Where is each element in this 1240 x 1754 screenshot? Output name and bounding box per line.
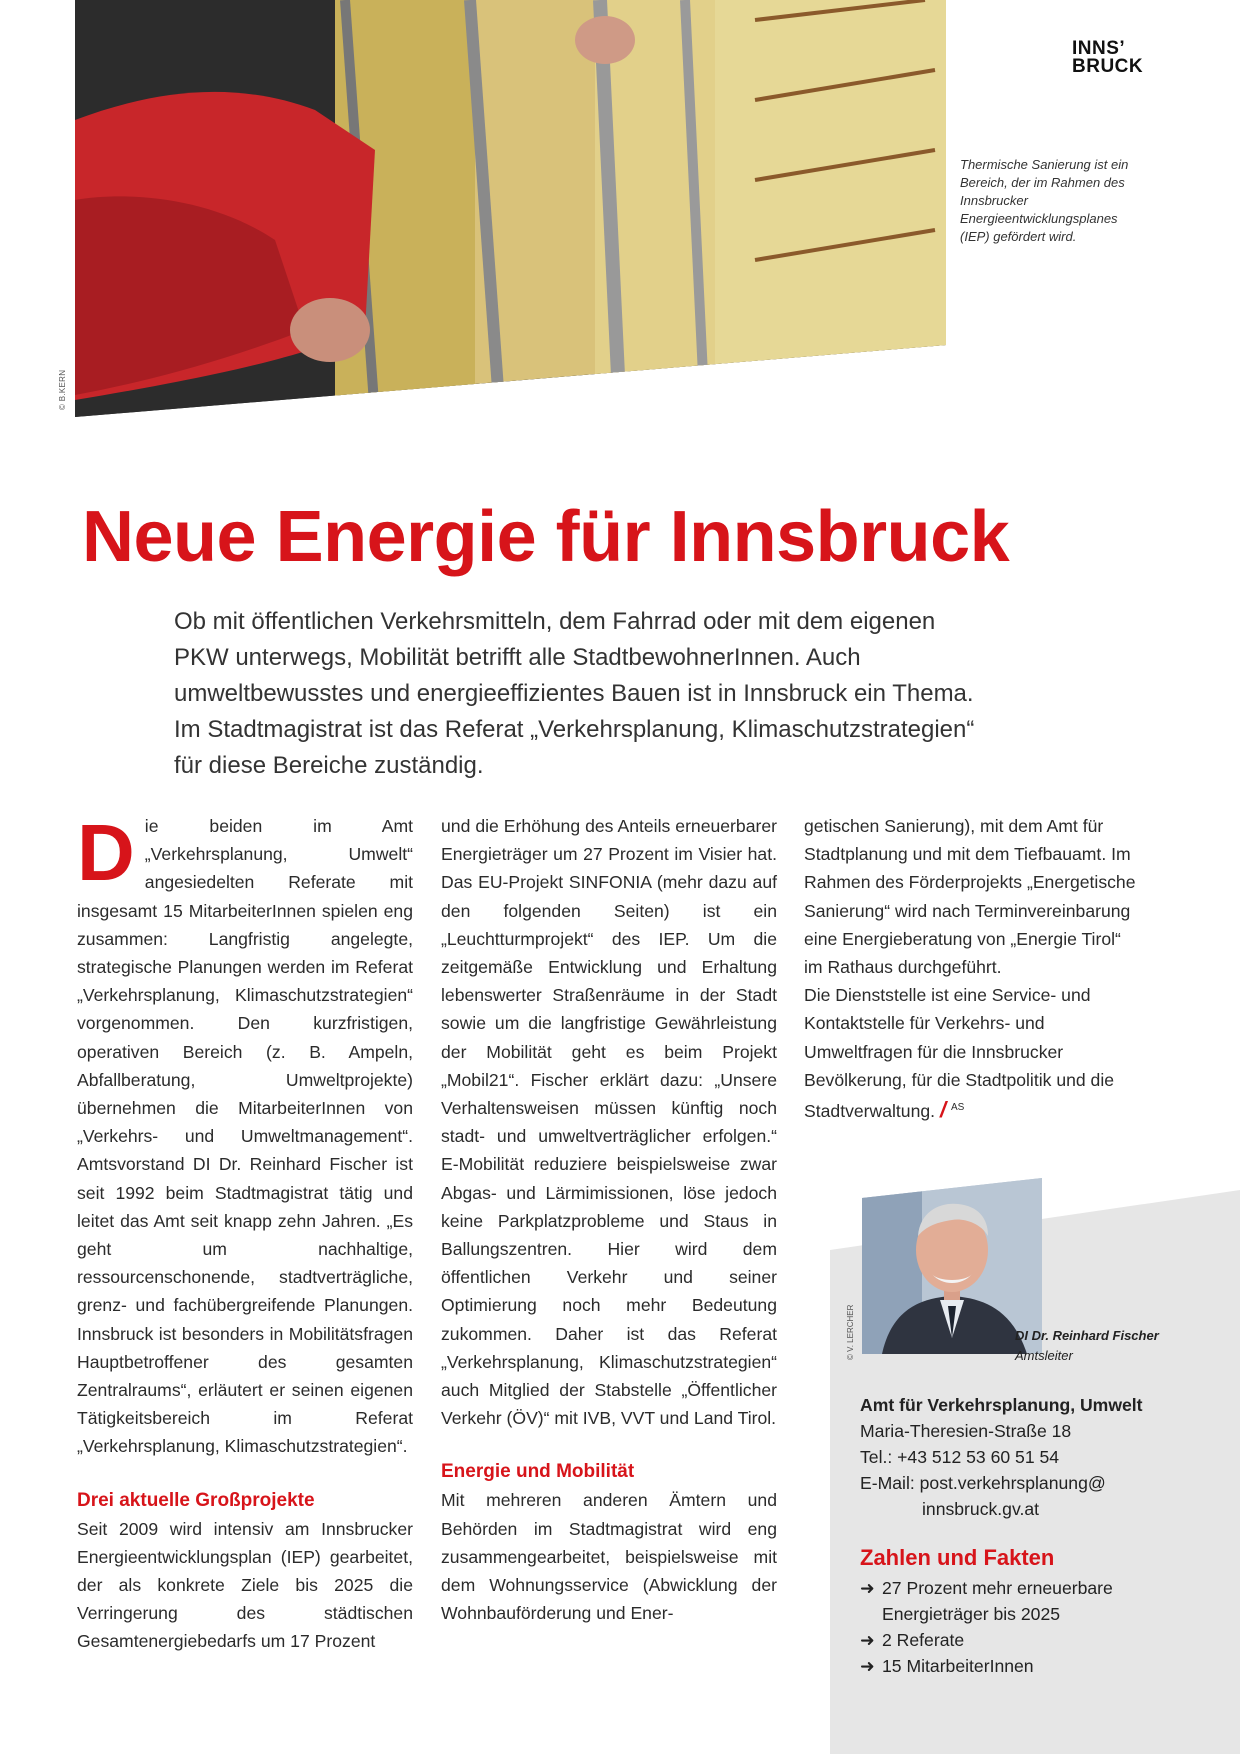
author-initials: AS <box>950 1102 965 1114</box>
logo-line-2: BRUCK <box>1072 56 1144 77</box>
insulation-illustration <box>75 0 946 417</box>
office-email[interactable]: E-Mail: post.verkehrsplanung@ <box>860 1473 1106 1493</box>
col3-paragraph-2-text: Die Dienststelle ist eine Service- und Kontaktstelle für Verkehrs- und Umweltfragen für die Innsbrucker Bevölkerung, für die Stadtpolitik und die Stadtverwaltung. <box>804 985 1115 1121</box>
person-role: Amtsleiter <box>1015 1348 1073 1363</box>
article-column-3 <box>804 812 1140 1125</box>
hero-photo <box>75 0 946 417</box>
office-email-domain[interactable]: innsbruck.gv.at <box>922 1499 1040 1519</box>
person-caption <box>1015 1326 1159 1366</box>
photo-caption: Thermische Sanierung ist ein Bereich, der im Rahmen des Innsbrucker Energieentwicklungsplanes (IEP) gefördert wird. <box>960 157 1129 244</box>
col3-paragraph-2 <box>804 981 1140 1125</box>
fact-text: 27 Prozent mehr erneuerbare <box>882 1578 1113 1598</box>
office-phone[interactable]: Tel.: +43 512 53 60 51 54 <box>860 1447 1060 1467</box>
col2-paragraph-2: Mit mehreren anderen Ämtern und Behörden im Stadtmagistrat wird eng zusammengearbeitet, beispielsweise mit dem Wohnungsservice (Abwicklung der Wohnbauförderung und Ener- <box>441 1490 777 1624</box>
arrow-right-icon: ➜ <box>860 1578 875 1598</box>
fact-item <box>860 1575 1113 1627</box>
page-title: Neue Energie für Innsbruck <box>82 497 1010 577</box>
col1-paragraph-2: Seit 2009 wird intensiv am Innsbrucker Energieentwicklungsplan (IEP) gearbeitet, der als konkrete Ziele bis 2025 die Verringerung des städtischen Gesamtenergiebedarfs um 17 Prozent <box>77 1518 413 1652</box>
dropcap: D <box>77 808 135 897</box>
end-mark: / <box>939 1096 947 1122</box>
logo-line-1: INNS’ <box>1072 38 1126 59</box>
subhead-energie-mobilitaet: Energie und Mobilität <box>441 1461 635 1483</box>
office-name: Amt für Verkehrsplanung, Umwelt <box>860 1395 1143 1415</box>
facts-block <box>860 1543 1113 1679</box>
article-column-2 <box>441 812 777 1627</box>
person-name: DI Dr. Reinhard Fischer <box>1015 1328 1159 1343</box>
subhead-grossprojekte: Drei aktuelle Großprojekte <box>77 1489 315 1511</box>
arrow-right-icon: ➜ <box>860 1656 875 1676</box>
col1-paragraph-1: ie beiden im Amt „Verkehrsplanung, Umwelt“ angesiedelten Referate mit insgesamt 15 MitarbeiterInnen spielen eng zusammen: Langfristig angelegte, strategische Planungen werden im Referat „Verkehrsplanung, Klimaschutzstrategien“ vorgenommen. Den kurzfristigen, operativen Bereich (z. B. Ampeln, Abfallberatung, Umweltprojekte) übernehmen die MitarbeiterInnen von „Verkehrs- und Umweltmanagement“. Amtsvorstand DI Dr. Reinhard Fischer ist seit 1992 beim Stadtmagistrat tätig und leitet das Amt seit knapp zehn Jahren. „Es geht um nachhaltige, ressourcenschonende, stadtverträgliche, grenz- und fachübergreifende Planungen. Innsbruck ist besonders in Mobilitätsfragen Hauptbetroffener des gesamten Zentralraums“, erläutert er seinen eigenen Tätigkeitsbereich im Referat „Verkehrsplanung, Klimaschutzstrategien“. <box>77 816 413 1457</box>
fact-item <box>860 1627 1113 1653</box>
article-column-1 <box>77 808 413 1656</box>
col2-paragraph-1: und die Erhöhung des Anteils erneuerbarer Energieträger um 27 Prozent im Visier hat. Das EU-Projekt SINFONIA (mehr dazu auf den folgenden Seiten) ist ein „Leuchtturmprojekt“ des IEP. Um die zeitgemäße Entwicklung und Erhaltung lebenswerter Straßenräume in der Stadt sowie um die langfristige Gewährleistung der Mobilität geht es beim Projekt „Mobil21“. Fischer erklärt dazu: „Unsere Verhaltensweisen müssen künftig noch stadt- und umweltverträglicher erfolgen.“ E-Mobilität reduziere beispielsweise zwar Abgas- und Lärmimissionen, löse jedoch keine Parkplatzprobleme und Staus in Ballungszentren. Hier wird dem öffentlichen Verkehr und seiner Optimierung noch mehr Bedeutung zukommen. Daher ist das Referat „Verkehrsplanung, Klimaschutzstrategien“ auch Mitglied der Stabstelle „Öffentlicher Verkehr (ÖV)“ mit IVB, VVT und Land Tirol. <box>441 816 777 1429</box>
col3-paragraph-1: getischen Sanierung), mit dem Amt für Stadtplanung und mit dem Tiefbauamt. Im Rahmen des Förderprojekts „Energetische Sanierung“ wird nach Terminvereinbarung eine Energieberatung von „Energie Tirol“ im Rathaus durchgeführt. <box>804 816 1136 978</box>
fact-text: 2 Referate <box>882 1630 965 1650</box>
arrow-right-icon: ➜ <box>860 1630 875 1650</box>
contact-block <box>860 1392 1143 1522</box>
office-street: Maria-Theresien-Straße 18 <box>860 1421 1072 1441</box>
facts-heading: Zahlen und Fakten <box>860 1545 1055 1570</box>
portrait-credit: © V. LERCHER <box>846 1304 855 1360</box>
innsbruck-logo[interactable] <box>1072 40 1143 76</box>
fact-item <box>860 1653 1113 1679</box>
fact-text: 15 MitarbeiterInnen <box>882 1656 1034 1676</box>
fact-text-cont: Energieträger bis 2025 <box>882 1604 1061 1624</box>
lead-paragraph: Ob mit öffentlichen Verkehrsmitteln, dem Fahrrad oder mit dem eigenen PKW unterwegs, Mobilität betrifft alle StadtbewohnerInnen. Auch umweltbewusstes und energieeffizientes Bauen ist in Innsbruck ein Thema. Im Stadtmagistrat ist das Referat „Verkehrsplanung, Klimaschutzstrategien“ für diese Bereiche zuständig. <box>174 608 975 779</box>
photo-credit: © B.KERN <box>58 369 67 410</box>
